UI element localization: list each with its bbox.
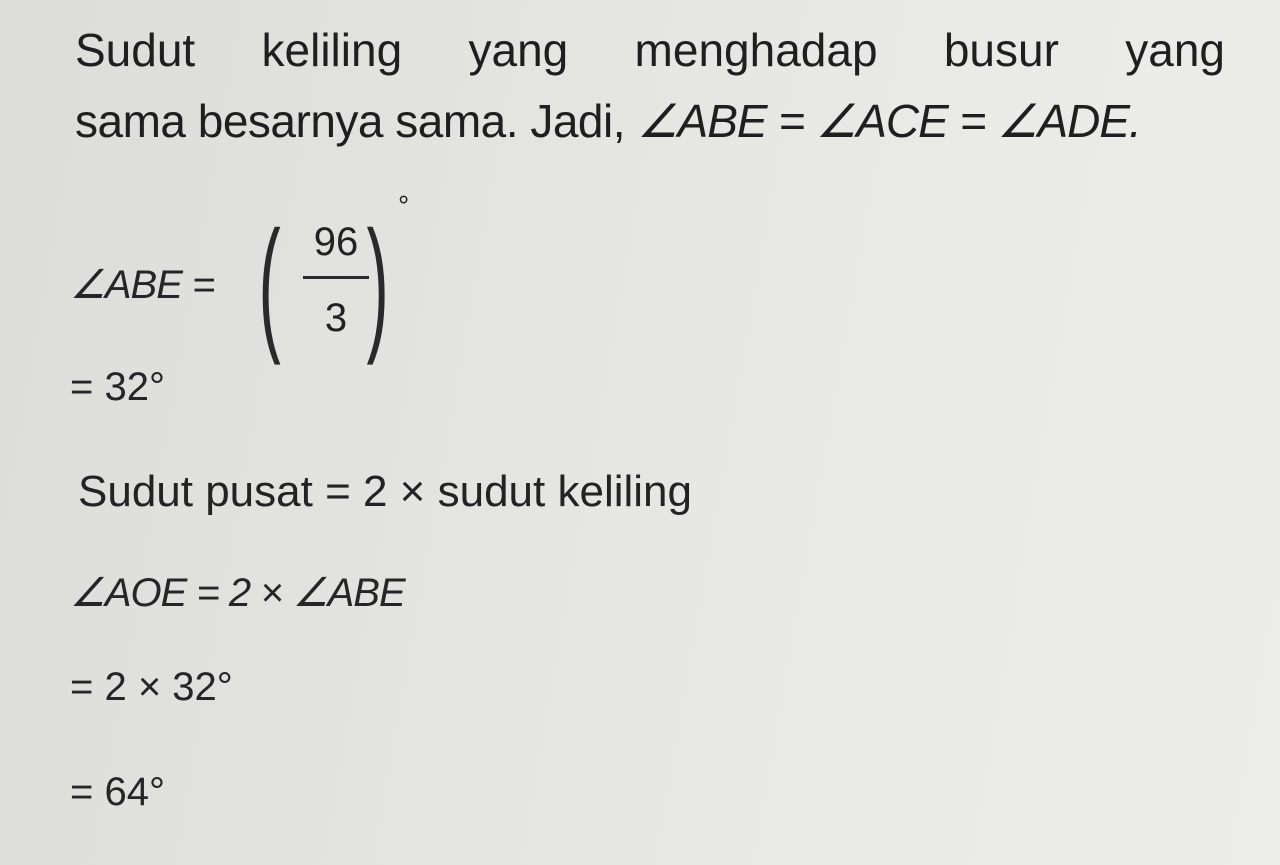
fraction-group: [258, 201, 415, 366]
open-paren: (: [258, 201, 281, 366]
paragraph-line-1: [75, 24, 1225, 76]
word-5: busur: [943, 24, 1059, 76]
word-4: menghadap: [634, 24, 878, 76]
angle-equality-expression: ∠ABE = ∠ACE = ∠ADE.: [637, 95, 1141, 147]
word-2: keliling: [261, 24, 403, 76]
word-6: yang: [1125, 24, 1225, 76]
equation-1-result: = 32°: [70, 365, 165, 409]
fraction-bar: [303, 276, 369, 279]
equation-1-lhs: ∠ABE =: [70, 263, 215, 307]
fraction-numerator: 96: [313, 220, 359, 264]
paragraph-line-2: [75, 95, 1141, 147]
fraction-denominator: 3: [324, 296, 348, 340]
rule-text: Sudut pusat = 2 × sudut keliling: [78, 467, 692, 516]
word-1: Sudut: [75, 24, 196, 76]
word-3: yang: [468, 24, 569, 76]
paragraph-line-2-text: sama besarnya sama. Jadi,: [75, 95, 638, 147]
equation-2-line-1: ∠AOE = 2 × ∠ABE: [70, 571, 405, 615]
close-paren: ): [366, 201, 389, 366]
equation-2-line-3: = 64°: [70, 770, 165, 814]
degree-superscript: °: [398, 190, 410, 221]
equation-2-line-2: = 2 × 32°: [70, 665, 233, 709]
